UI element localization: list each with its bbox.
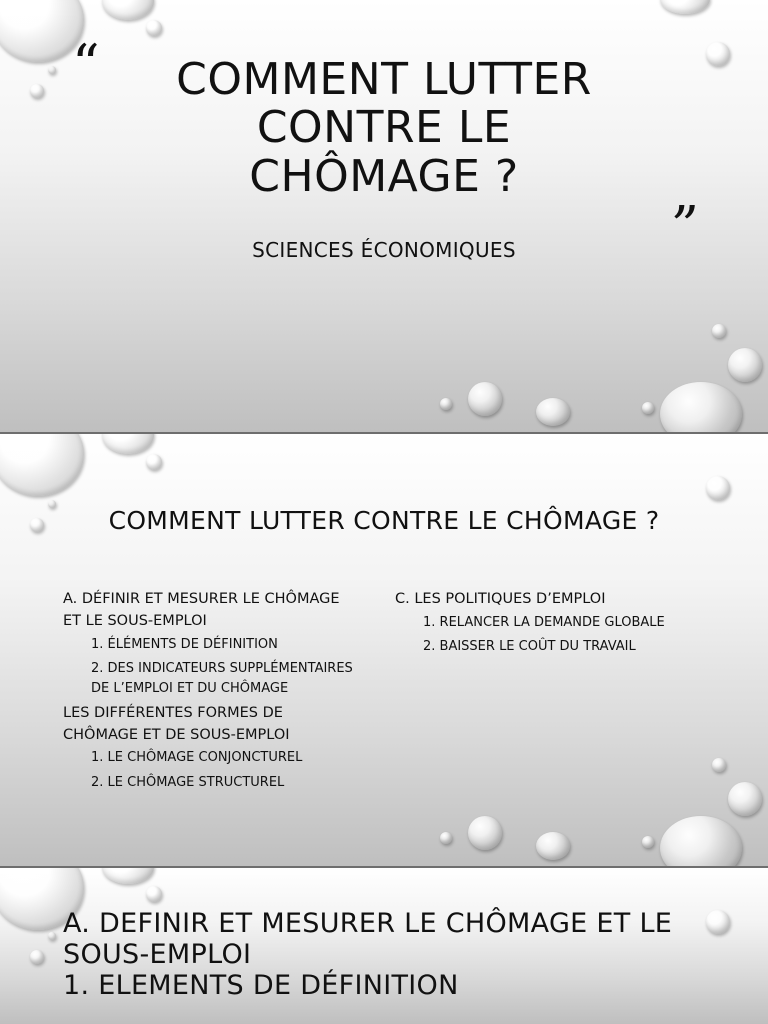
water-drop (468, 816, 502, 850)
water-drop (536, 398, 570, 426)
toc-item-b1[interactable] (91, 748, 383, 768)
water-drop (48, 66, 56, 74)
water-drop (660, 0, 710, 14)
title-line: A. DEFINIR ET MESURER LE CHÔMAGE ET LE (63, 908, 673, 939)
water-drop (102, 434, 154, 454)
item-line: 1. ÉLÉMENTS DE DÉFINITION (91, 636, 278, 652)
section-line: LES DIFFÉRENTES FORMES DE (63, 704, 283, 721)
water-drop (440, 832, 452, 844)
toc-item-a2[interactable] (91, 659, 383, 699)
toc-right-column (395, 589, 715, 661)
water-drop (468, 382, 502, 416)
toc-item-c1[interactable] (423, 613, 715, 633)
item-line: 1. RELANCER LA DEMANDE GLOBALE (423, 614, 665, 630)
water-drop (728, 782, 762, 816)
item-line: 1. LE CHÔMAGE CONJONCTUREL (91, 750, 303, 766)
slide-1-title (110, 56, 658, 201)
close-quote-mark: „ (672, 161, 700, 224)
water-drop (660, 382, 742, 432)
water-drop (30, 84, 44, 98)
water-drop (440, 398, 452, 410)
open-quote-mark: “ (72, 33, 100, 96)
water-drop (102, 868, 154, 884)
section-line: A. DÉFINIR ET MESURER LE CHÔMAGE (63, 591, 340, 607)
water-drop (712, 758, 726, 772)
toc-section-b[interactable] (63, 703, 383, 747)
toc-section-a[interactable] (63, 589, 383, 633)
slide-1-subtitle: SCIENCES ÉCONOMIQUES (252, 238, 516, 262)
toc-item-b2[interactable] (91, 773, 383, 793)
section-line: ET LE SOUS-EMPLOI (63, 612, 207, 629)
toc-left-column (63, 589, 383, 797)
water-drop (728, 348, 762, 382)
water-drop (642, 402, 654, 414)
title-line: CHÔMAGE ? (249, 150, 519, 202)
title-line: COMMENT LUTTER (176, 54, 592, 105)
water-drop (0, 434, 84, 496)
section-line: C. LES POLITIQUES D’EMPLOI (395, 591, 606, 607)
toc-item-c2[interactable] (423, 637, 715, 657)
water-drop (30, 950, 44, 964)
section-line: CHÔMAGE ET DE SOUS-EMPLOI (63, 726, 290, 743)
item-line: 2. LE CHÔMAGE STRUCTUREL (91, 774, 285, 790)
item-line: DE L’EMPLOI ET DU CHÔMAGE (91, 680, 289, 696)
slide-3[interactable] (0, 868, 768, 1024)
toc-item-a1[interactable] (91, 635, 383, 655)
water-drop (712, 324, 726, 338)
slide-2-title: COMMENT LUTTER CONTRE LE CHÔMAGE ? (108, 506, 660, 535)
water-drop (146, 20, 162, 36)
title-line: 1. ELEMENTS DE DÉFINITION (63, 970, 459, 1002)
slide-2[interactable] (0, 434, 768, 866)
water-drop (706, 476, 730, 500)
water-drop (660, 816, 742, 866)
item-line: 2. BAISSER LE COÛT DU TRAVAIL (423, 638, 636, 654)
water-drop (706, 42, 730, 66)
water-drop (146, 454, 162, 470)
water-drop (642, 836, 654, 848)
slide-1[interactable] (0, 0, 768, 432)
water-drop (48, 932, 56, 940)
item-line: 2. DES INDICATEURS SUPPLÉMENTAIRES (91, 660, 353, 676)
title-line: SOUS-EMPLOI (63, 939, 252, 971)
slide-3-title (63, 908, 723, 1001)
title-line: CONTRE LE (256, 102, 512, 154)
water-drop (146, 886, 162, 902)
toc-section-c[interactable] (395, 589, 715, 611)
water-drop (102, 0, 154, 20)
water-drop (536, 832, 570, 860)
